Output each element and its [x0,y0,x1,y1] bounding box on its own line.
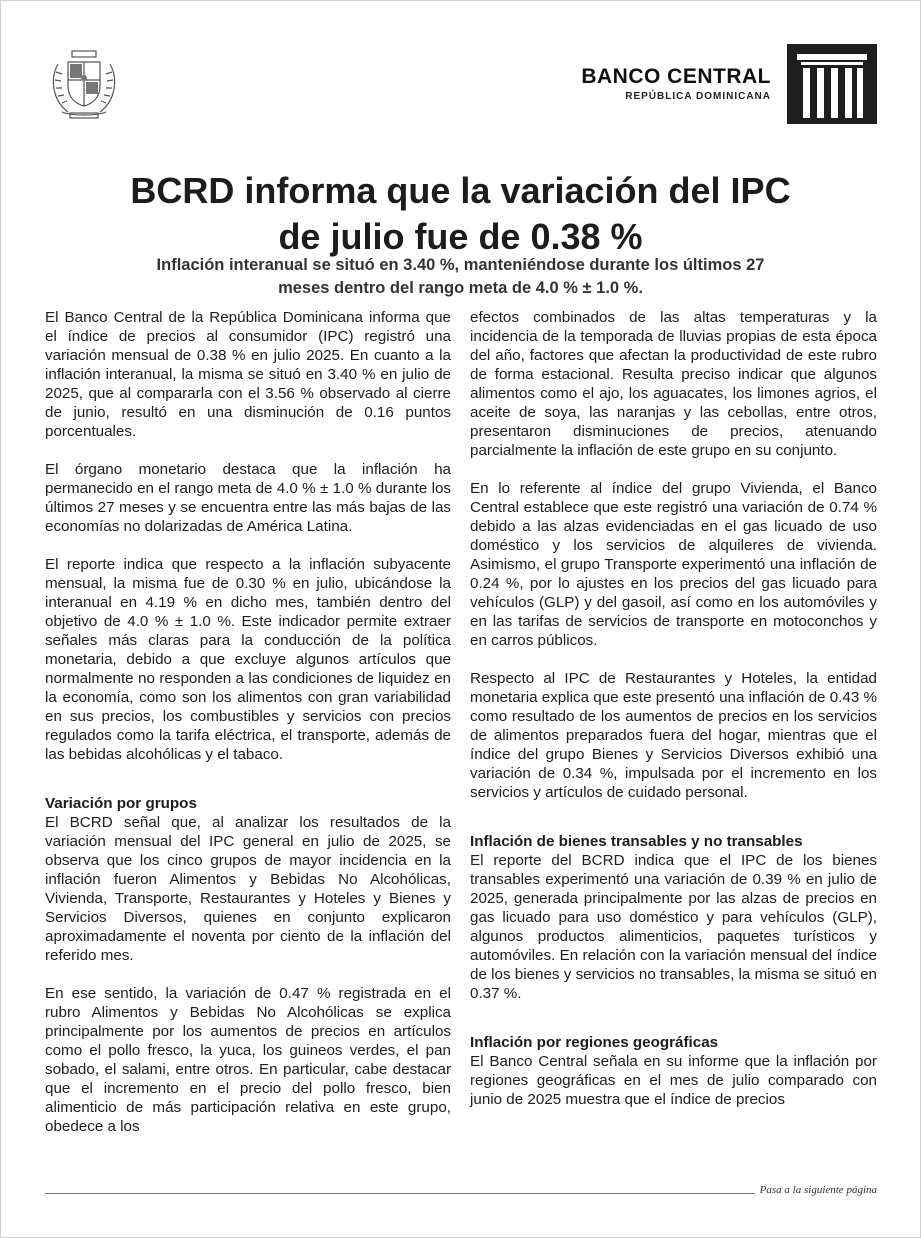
headline [40,168,881,260]
paragraph: El Banco Central señala en su informe que la inflación por regiones geográficas en el mes de julio comparado con junio de 2025 muestra que el índice de precios [470,1053,877,1108]
brand-subtitle: REPÚBLICA DOMINICANA [625,91,771,102]
subheadline [100,254,821,300]
paragraph: efectos combinados de las altas temperaturas y la incidencia de la temporada de lluvias propias de esta época del año, factores que afectan la productividad de este rubro de forma estacional. Resulta preciso indicar que algunos alimentos como el ajo, los aguacates, los limones agrios, el aceite de soya, las naranjas y las cebollas, entre otros, presentaron disminuciones de precios, atenuando parcialmente la inflación de este grupo en su conjunto. [470,309,877,459]
section-heading: Inflación de bienes transables y no transables [470,833,803,850]
brand-block [581,66,771,102]
bank-building-icon [787,44,877,124]
right-column [470,308,877,1109]
paragraph: El reporte indica que respecto a la inflación subyacente mensual, la misma fue de 0.30 % en julio, ubicándose la interanual en 4.19 % en dicho mes, también dentro del objetivo de 4.0 % ± 1.0 %. Este indicador permite extraer señales más claras para la conducción de la política monetaria, debido a que excluye algunos artículos que normalmente no responden a las condiciones de liquidez en la economía, como son los alimentos con gran variabilidad en sus precios, los combustibles y servicios con precios regulados como la tarifa eléctrica, el transporte, además de las bebidas alcohólicas y el tabaco. [45,556,451,763]
paragraph: En ese sentido, la variación de 0.47 % registrada en el rubro Alimentos y Bebidas No Alcohólicas se explica principalmente por los aumentos de precios en artículos como el pollo fresco, la yuca, los guineos verdes, el pan sobado, el salami, entre otros. En particular, cabe destacar que el incremento en el precio del pollo fresco, bien alimenticio de más participación relativa en este grupo, obedece a los [45,985,451,1135]
paragraph: El reporte del BCRD indica que el IPC de los bienes transables experimentó una variación de 0.39 % en julio de 2025, generada principalmente por las alzas de precios en gas licuado para uso doméstico y para vehículos (GLP), algunos productos alimenticios, paquetes turísticos y automóviles. En relación con la variación mensual del índice de los bienes y servicios no transables, la misma se situó en 0.37 %. [470,852,877,1002]
subheadline-line-1: Inflación interanual se situó en 3.40 %, manteniéndose durante los últimos 27 [156,256,765,274]
footer-rule [45,1193,755,1194]
headline-line-2: de julio fue de 0.38 % [278,216,643,257]
brand-name: BANCO CENTRAL [581,65,771,88]
paragraph: El BCRD señal que, al analizar los resultados de la variación mensual del IPC general en julio de 2025, se observa que los cinco grupos de mayor incidencia en la inflación fueron Alimentos y Bebidas No Alcohólicas, Vivienda, Transporte, Restaurantes y Hoteles y Bienes y Servicios Diversos, quienes en conjunto explicaron aproximadamente el noventa por ciento de la inflación del referido mes. [45,814,451,964]
section-heading: Variación por grupos [45,795,197,812]
paragraph: Respecto al IPC de Restaurantes y Hoteles, la entidad monetaria explica que este presentó una inflación de 0.43 % como resultado de los aumentos de precios en los servicios de alimentos preparados fuera del hogar, mientras que el índice del grupo Bienes y Servicios Diversos exhibió una variación de 0.34 %, impulsada por el incremento en los servicios y artículos de cuidado personal. [470,670,877,801]
continue-note: Pasa a la siguiente página [759,1184,877,1196]
paragraph: El Banco Central de la República Dominicana informa que el índice de precios al consumidor (IPC) registró una variación mensual de 0.38 % en julio 2025. En cuanto a la inflación interanual, la misma se situó en 3.40 % en julio de 2025, que al compararla con el 3.56 % observado al cierre de junio, resultó en una disminución de 0.16 puntos porcentuales. [45,309,451,440]
section-heading: Inflación por regiones geográficas [470,1034,719,1051]
paragraph: El órgano monetario destaca que la inflación ha permanecido en el rango meta de 4.0 % ± 1.0 % durante los últimos 27 meses y se encuentra entre las más bajas de las economías no dolarizadas de América Latina. [45,461,451,535]
headline-line-1: BCRD informa que la variación del IPC [130,170,791,211]
subheadline-line-2: meses dentro del rango meta de 4.0 % ± 1.0 %. [278,279,643,297]
paragraph: En lo referente al índice del grupo Vivienda, el Banco Central establece que este registró una variación de 0.74 % debido a las alzas evidenciadas en el gas licuado de uso doméstico y los servicios de alquileres de vivienda. Asimismo, el grupo Transporte experimentó una inflación de 0.24 %, por lo ajustes en los precios del gas licuado para vehículos (GLP) y del gasoil, así como en los automóviles y en las tarifas de servicios de transporte en motoconchos y en carros públicos. [470,480,877,649]
left-column [45,308,451,1136]
coat-of-arms-icon [44,42,124,122]
